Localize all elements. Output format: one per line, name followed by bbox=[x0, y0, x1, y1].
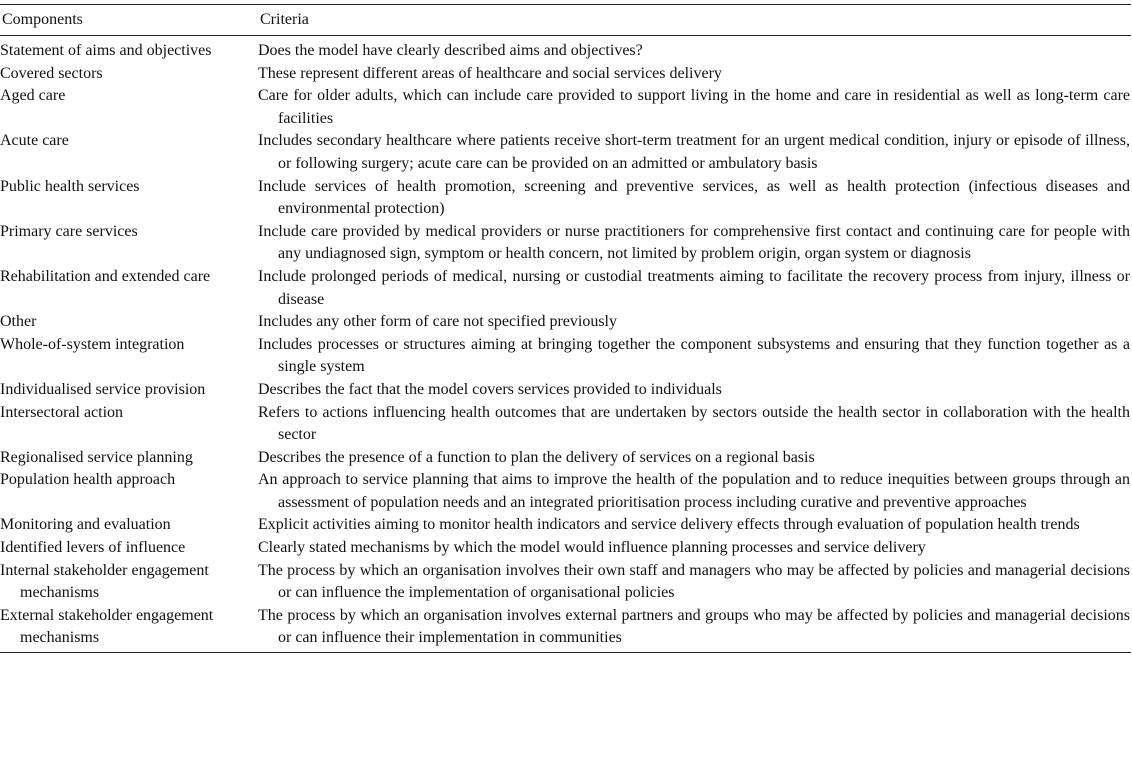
table-bottom-rule bbox=[0, 652, 1131, 653]
table-row bbox=[0, 537, 1132, 560]
table-row bbox=[0, 560, 1132, 605]
table-row bbox=[0, 266, 1132, 311]
criteria-cell: Care for older adults, which can include care provided to support living in the home and care in residential as well as long-term care facilities bbox=[258, 87, 1130, 127]
table-row bbox=[0, 176, 1132, 221]
component-cell: Individualised service provision bbox=[0, 380, 206, 398]
table-row bbox=[0, 605, 1132, 650]
criteria-cell: These represent different areas of healthcare and social services delivery bbox=[258, 64, 722, 82]
criteria-cell: Include services of health promotion, screening and preventive services, as well as health protection (infectious diseases and environmental protection) bbox=[258, 177, 1130, 218]
table-row bbox=[0, 334, 1132, 379]
criteria-cell: Includes processes or structures aiming at bringing together the component subsystems and ensuring that they function together as a single system bbox=[258, 335, 1130, 376]
component-cell: External stakeholder engagement mechanisms bbox=[0, 606, 214, 647]
criteria-cell: Does the model have clearly described aims and objectives? bbox=[258, 42, 643, 59]
component-cell: Whole-of-system integration bbox=[0, 335, 185, 353]
criteria-cell: Describes the fact that the model covers services provided to individuals bbox=[258, 380, 722, 398]
criteria-cell: Includes any other form of care not specified previously bbox=[258, 313, 617, 331]
component-cell: Acute care bbox=[0, 132, 69, 150]
component-cell: Intersectoral action bbox=[0, 403, 124, 421]
table-row bbox=[0, 311, 1132, 334]
criteria-cell: The process by which an organisation involves external partners and groups who may be affected by policies and managerial decisions or can influence their implementation in communities bbox=[258, 606, 1130, 647]
component-cell: Other bbox=[0, 313, 37, 331]
table-row bbox=[0, 63, 1132, 86]
criteria-cell: The process by which an organisation involves their own staff and managers who may be affected by policies and managerial decisions or can influence the implementation of organisational policies bbox=[258, 561, 1130, 602]
table-row bbox=[0, 447, 1132, 470]
table-body bbox=[0, 36, 1132, 652]
criteria-cell: Includes secondary healthcare where patients receive short-term treatment for an urgent medical condition, injury or episode of illness, or following surgery; acute care can be provided on an admitted or ambulatory basis bbox=[258, 132, 1130, 172]
table-row bbox=[0, 469, 1132, 514]
component-cell: Statement of aims and objectives bbox=[0, 42, 212, 59]
component-cell: Rehabilitation and extended care bbox=[0, 267, 211, 285]
table-row bbox=[0, 514, 1132, 537]
table-row bbox=[0, 40, 1132, 63]
component-cell: Aged care bbox=[0, 87, 66, 105]
criteria-cell: Refers to actions influencing health outcomes that are undertaken by sectors outside the health sector in collaboration with the health sector bbox=[258, 403, 1130, 444]
criteria-cell: Include care provided by medical providers or nurse practitioners for comprehensive first contact and continuing care for people with any undiagnosed sign, symptom or health concern, not limited by problem origin, organ system or diagnosis bbox=[258, 222, 1130, 263]
header-criteria: Criteria bbox=[260, 11, 309, 28]
component-cell: Primary care services bbox=[0, 222, 138, 240]
criteria-cell: Clearly stated mechanisms by which the model would influence planning processes and service delivery bbox=[258, 539, 926, 557]
component-cell: Identified levers of influence bbox=[0, 539, 186, 557]
criteria-cell: Explicit activities aiming to monitor health indicators and service delivery effects through evaluation of population health trends bbox=[258, 516, 1080, 534]
criteria-cell: Include prolonged periods of medical, nursing or custodial treatments aiming to facilitate the recovery process from injury, illness or disease bbox=[258, 267, 1130, 308]
header-components: Components bbox=[2, 11, 83, 28]
component-cell: Monitoring and evaluation bbox=[0, 516, 171, 534]
component-cell: Internal stakeholder engagement mechanisms bbox=[0, 561, 209, 602]
component-cell: Public health services bbox=[0, 177, 140, 195]
table-row bbox=[0, 402, 1132, 447]
table-header-row bbox=[0, 5, 1132, 35]
component-cell: Covered sectors bbox=[0, 64, 103, 82]
table-row bbox=[0, 130, 1132, 175]
table-row bbox=[0, 379, 1132, 402]
criteria-cell: Describes the presence of a function to plan the delivery of services on a regional basis bbox=[258, 448, 815, 466]
component-cell: Regionalised service planning bbox=[0, 448, 193, 466]
criteria-cell: An approach to service planning that aims to improve the health of the population and to reduce inequities between groups through an assessment of population needs and an integrated prioritisation process including curative and preventive approaches bbox=[258, 471, 1130, 511]
component-cell: Population health approach bbox=[0, 471, 176, 489]
table-row bbox=[0, 221, 1132, 266]
table-row bbox=[0, 85, 1132, 130]
